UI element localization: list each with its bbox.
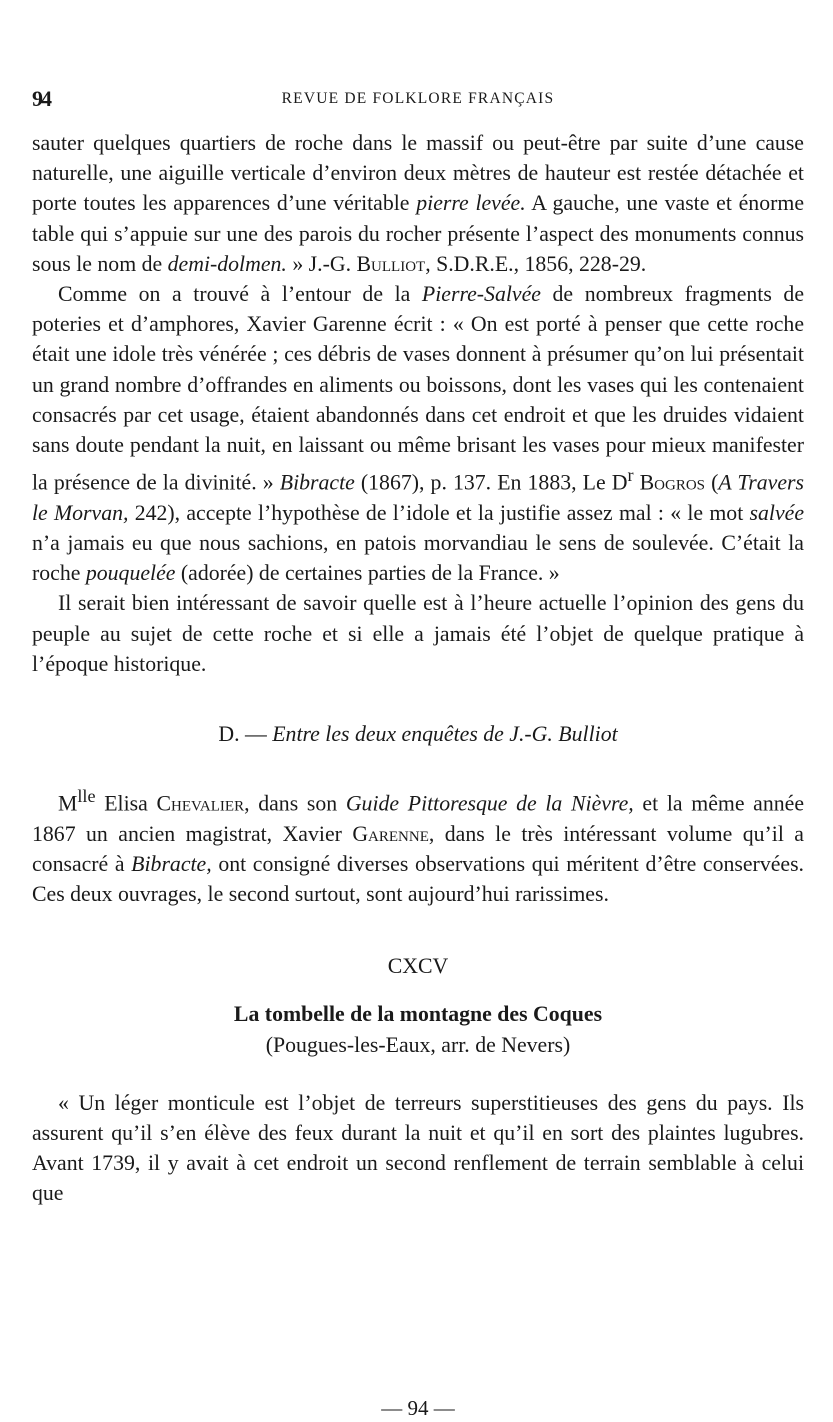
paragraph-1 <box>32 128 804 279</box>
p2-text-e: (1867), p. 137. En 1883, Le D <box>354 470 628 495</box>
paragraph-3: Il serait bien intéressant de savoir quelle est à l’heure actuelle l’opinion des gens du peuple au sujet de cette roche et si elle a jamais été l’objet de quelque pratique à l’époque historique. <box>32 591 804 676</box>
p1-author-bulliot: Bulliot <box>356 251 426 276</box>
p2-italic-pierre-salvee: Pierre-Salvée <box>421 282 541 307</box>
p2-text-a: Comme on a trouvé à l’entour de la <box>58 282 422 307</box>
p4-text-c: Elisa <box>95 791 157 816</box>
p1-text-a: sauter quelques quartiers de roche dans le massif ou peut-être par suite d’une cause naturelle, une aiguille verticale d’environ deux mètres de hauteur est restée détachée et porte toutes les apparences d’une véritable <box>32 131 804 216</box>
section-heading <box>32 719 804 749</box>
p4-italic-guide: Guide Pittoresque de la Nièvre, <box>345 791 634 816</box>
p2-italic-travers-morvan: A Travers le Morvan, <box>32 470 804 525</box>
p2-italic-salvee: salvée <box>749 500 804 525</box>
p2-sup-r: r <box>627 465 634 486</box>
p4-author-chevalier: Chevalier <box>156 791 245 816</box>
page-header <box>32 82 804 112</box>
p4-author-garenne: Garenne <box>352 821 429 846</box>
p2-italic-bibracte: Bibracte <box>279 470 355 495</box>
paragraph-2 <box>32 279 804 588</box>
p1-text-e: » J.-G. <box>286 251 357 276</box>
paragraph-5: « Un léger monticule est l’objet de terreurs superstitieuses des gens du pays. Ils assurent qu’il s’en élève des feux durant la nuit et qu’il en sort des plaintes lugubres. Avant 1739, il y avait à cet endroit un second renflement de terrain semblable à celui que <box>32 1090 804 1206</box>
p4-text-g: et la même année 1867 un ancien magistrat, Xavier <box>32 791 805 846</box>
p2-text-i: ( <box>705 470 719 495</box>
section-title: Entre les deux enquêtes de J.-G. Bulliot <box>272 721 618 746</box>
entry-subtitle: (Pougues-les-Eaux, arr. de Nevers) <box>265 1032 571 1057</box>
p2-text-o: (adorée) de certaines parties de la France. » <box>175 561 560 586</box>
p2-text-c: de nombreux fragments de poteries et d’amphores, Xavier Garenne écrit : « On est porté à penser que cette roche était une idole très vénérée ; ces débris de vases donnent à présumer qu’on lui présentait un grand nombre d’offrandes en aliments ou boissons, dont les vases qui les contenaient consacrés par cet usage, étaient abandonnés dans cet endroit et que les druides vidaient sans doute pendant la nuit, en laissant ou même brisant les vases pour mieux manifester la présence de la divinité. » <box>32 282 804 495</box>
p4-sup-lle: lle <box>77 786 96 807</box>
p4-text-i: , dans le très intéressant volume qu’il a consacré à <box>32 821 804 876</box>
p4-italic-bibracte: Bibracte, <box>131 851 212 876</box>
entry-title: La tombelle de la montagne des Coques <box>233 1002 603 1027</box>
p1-italic-pierre-levee: pierre levée. <box>416 191 526 216</box>
p2-text-k: 242), accepte l’hypothèse de l’idole et la justifie assez mal : « le mot <box>128 500 750 525</box>
p1-italic-demi-dolmen: demi-dolmen. <box>167 251 287 276</box>
p2-text-m: n’a jamais eu que nous sachions, en patois morvandiau le sens de soulevée. C’était la roche <box>32 530 804 586</box>
page-footer-number: — 94 — <box>381 1396 455 1420</box>
p2-author-bogros: Bogros <box>639 470 706 495</box>
entry-number: CXCV <box>387 954 449 979</box>
section-prefix: D. — <box>218 721 273 746</box>
p2-italic-pouquelee: pouquelée <box>85 561 176 586</box>
p1-citation: , S.D.R.E., 1856, 228-29. <box>425 251 647 276</box>
p4-text-e: , dans son <box>244 791 346 816</box>
body-text <box>32 128 804 1209</box>
p4-text-k: ont consigné diverses observations qui méritent d’être conservées. Ces deux ouvrages, le second surtout, sont aujourd’hui rarissimes. <box>32 851 804 906</box>
paragraph-4 <box>32 781 804 909</box>
running-title: REVUE DE FOLKLORE FRANÇAIS <box>281 90 555 107</box>
p4-text-a: M <box>58 791 78 816</box>
p1-text-c: A gauche, une vaste et énorme table qui s’appuie sur une des parois du rocher présente l’aspect des monuments connus sous le nom de <box>32 191 804 276</box>
header-page-number: 94 <box>32 86 50 111</box>
